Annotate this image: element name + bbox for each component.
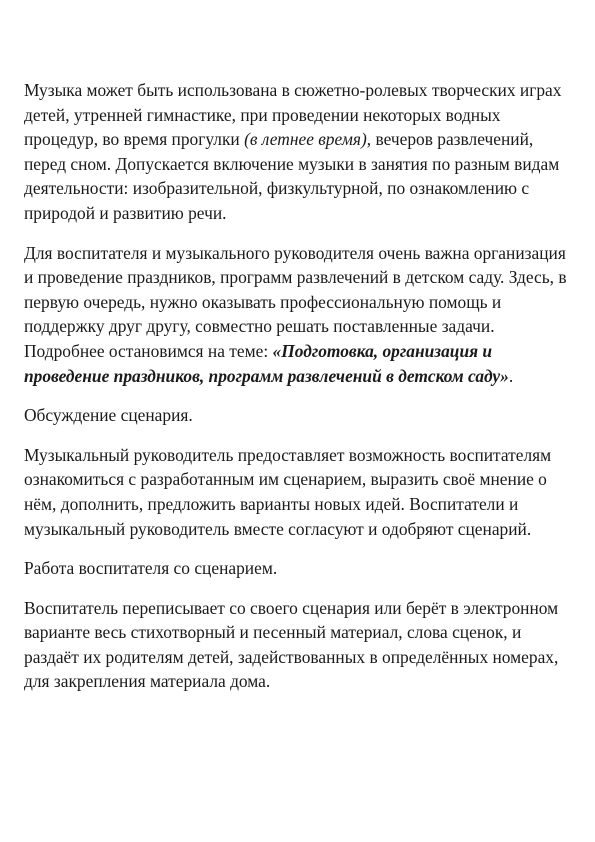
paragraph-text: Для воспитателя и музыкального руководителя очень важна организация и проведение праздников, программ развлечений в детском саду. Здесь, в первую очередь, нужно оказывать профессиональную помощь и поддержку друг другу, совместно решать поставленные задачи. Подробнее остановимся на теме:	[24, 242, 567, 361]
paragraph-discussion: Музыкальный руководитель предоставляет возможность воспитателям ознакомиться с разработанным им сценарием, выразить своё мнение о нём, дополнить, предложить варианты новых идей. Воспитатели и музыкальный руководитель вместе согласуют и одобряют сценарий.	[24, 444, 552, 539]
topic-title: «Подготовка, организация и проведение праздников, программ развлечений в детском саду»	[24, 340, 509, 386]
section-heading-work: Работа воспитателя со сценарием.	[24, 558, 278, 579]
paragraph-text: .	[508, 365, 514, 386]
paragraph-work: Воспитатель переписывает со своего сценария или берёт в электронном варианте весь стихотворный и песенный материал, слова сценок, и раздаёт их родителям детей, задействованных в определённых номерах, для закрепления материала дома.	[24, 597, 559, 692]
document-body	[24, 78, 574, 709]
paragraph-holidays	[24, 241, 574, 389]
section-heading-discussion: Обсуждение сценария.	[24, 405, 193, 426]
italic-note: (в летнее время)	[244, 129, 367, 150]
paragraph-text: Музыка может быть использована в сюжетно-ролевых творческих играх детей, утренней гимнастике, при проведении некоторых водных процедур, во время прогулки	[24, 80, 562, 150]
paragraph-music-use	[24, 78, 574, 226]
paragraph-text: , вечеров развлечений, перед сном. Допускается включение музыки в занятия по разным видам деятельности: изобразительной, физкультурной, по ознакомлению с природой и развитию речи.	[24, 129, 560, 223]
